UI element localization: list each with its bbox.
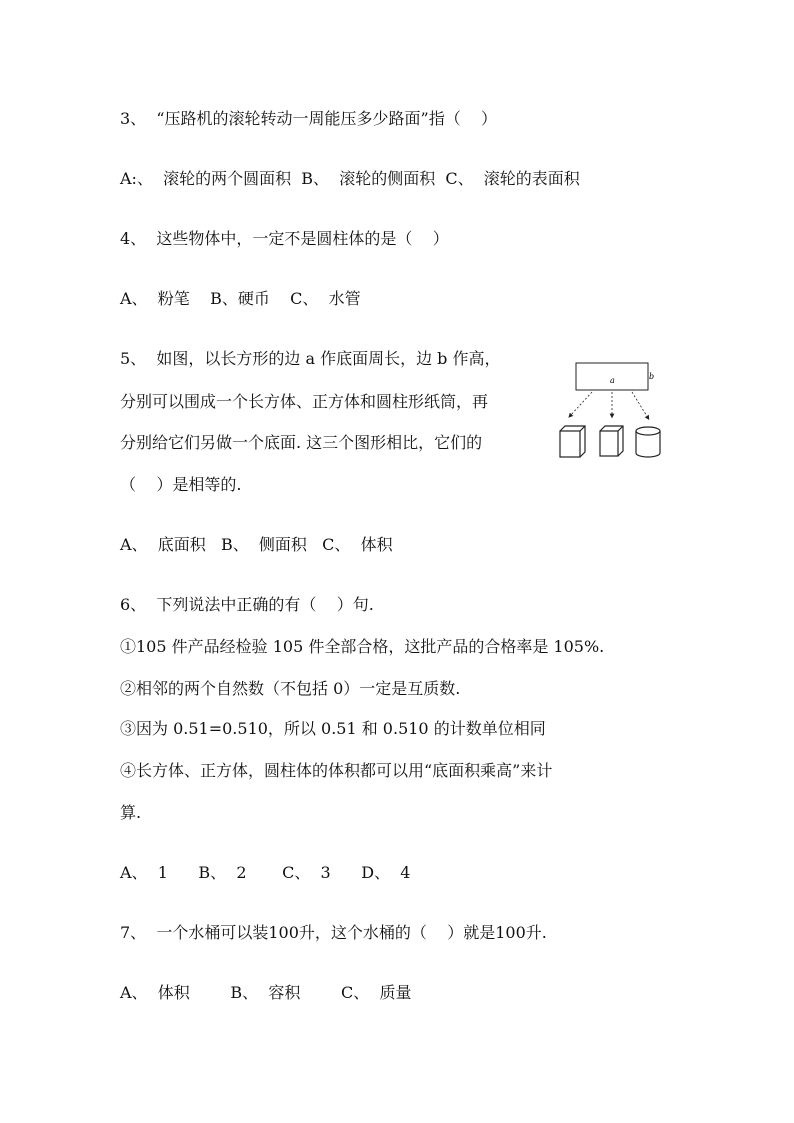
q6-statement-3: ③因为 0.51=0.510，所以 0.51 和 0.510 的计数单位相同	[120, 719, 546, 738]
label-a: a	[610, 376, 615, 385]
q5-options: A、 底面积 B、 侧面积 C、 体积	[120, 535, 393, 554]
q6-statement-2: ②相邻的两个自然数（不包括 0）一定是互质数.	[120, 679, 461, 698]
arrow-right	[632, 392, 648, 418]
q3-options: A:、 滚轮的两个圆面积 B、 滚轮的侧面积 C、 滚轮的表面积	[120, 169, 580, 188]
label-b: b	[649, 372, 655, 381]
q6-statement-1: ①105 件产品经检验 105 件全部合格，这批产品的合格率是 105%.	[120, 637, 605, 656]
q6-statement-5: 算.	[120, 803, 142, 822]
q6-statement-4: ④长方体、正方体，圆柱体的体积都可以用“底面积乘高”来计	[120, 761, 553, 780]
q4-options: A、 粉笔 B、硬币 C、 水管	[120, 289, 361, 308]
q6-stem: 6、 下列说法中正确的有（ ）句.	[120, 595, 374, 614]
q5-stem-line-2: 分别可以围成一个长方体、正方体和圆柱形纸筒，再	[120, 392, 489, 411]
q4-stem: 4、 这些物体中，一定不是圆柱体的是（ ）	[120, 229, 449, 248]
q3-stem: 3、 “压路机的滚轮转动一周能压多少路面”指（ ）	[120, 109, 498, 128]
q5-figure	[556, 360, 668, 464]
q5-stem-line-3: 分别给它们另做一个底面. 这三个图形相比，它们的	[120, 433, 483, 452]
q6-options: A、 1 B、 2 C、 3 D、 4	[120, 863, 411, 882]
q5-stem-line-4: （ ）是相等的.	[120, 475, 242, 494]
cylinder-shape	[636, 427, 660, 457]
cuboid-shape	[560, 426, 585, 457]
q7-options: A、 体积 B、 容积 C、 质量	[120, 983, 412, 1002]
q7-stem: 7、 一个水桶可以装100升，这个水桶的（ ）就是100升.	[120, 923, 547, 942]
arrow-left	[570, 392, 592, 416]
cube-shape	[600, 426, 623, 456]
q5-stem-line-1: 5、 如图，以长方形的边 a 作底面周长，边 b 作高，	[120, 349, 501, 368]
